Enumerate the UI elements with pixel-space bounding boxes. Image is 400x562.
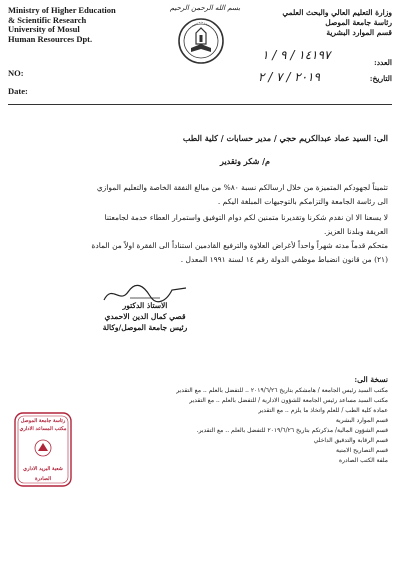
arabic-header: [272, 8, 392, 38]
cc-list: [68, 386, 388, 466]
stamp-line-2: مكتب المساعد الاداري: [19, 426, 67, 432]
university-logo-icon: [176, 16, 226, 66]
no-label: NO:: [8, 68, 24, 78]
list-item: عمادة كلية الطب / للعلم واتخاذ ما يلزم .. مع التقدير: [258, 407, 388, 414]
recipient-line: الى: السيد عماد عبدالكريم حجي / مدير حسابات / كلية الطب: [182, 133, 388, 143]
header-divider: [8, 104, 392, 105]
signature-block: [80, 300, 210, 333]
list-item: قسم الموارد البشرية: [335, 417, 388, 424]
paragraph-3: لا يسعنا الا ان نقدم شكرنا وتقديرنا متمنين لكم دوام التوفيق واستمرار العطاء خدمة لجامعتنا: [104, 213, 388, 222]
department-en: Human Resources Dpt.: [8, 33, 93, 44]
university-en: University of Mosul: [8, 24, 80, 34]
date-label-ar: التاريخ:: [369, 74, 392, 83]
signatory-title: الاستاذ الدكتور: [122, 301, 168, 310]
list-item: ملفة الكتب الصادرة: [338, 457, 388, 464]
paragraph-4: العريقة وبلدنا العزيز.: [323, 227, 388, 236]
basmala: بسم الله الرحمن الرحيم: [169, 4, 241, 12]
ministry-en: Ministry of Higher Education: [8, 5, 116, 15]
date-label-en: Date:: [8, 86, 28, 96]
list-item: مكتب السيد رئيس الجامعة / هامشكم بتاريخ ٢٠١٩/٦/٢٦ .. للتفضل بالعلم .. مع التقدير: [176, 387, 388, 394]
stamp-line-3: شعبة البريد الاداري: [23, 466, 63, 472]
research-en: & Scientific Research: [8, 14, 87, 25]
subject-line: م/ شكر وتقدير: [220, 156, 270, 166]
paragraph-1: تثميناً لجهودكم المتميزة من خلال ارسالكم نسبة ٨٠% من مبالغ النفقة الخاصة والتعليم الموازي: [96, 183, 388, 192]
handwritten-number: ١٤١٩٧ / ٩ / ١: [262, 48, 331, 62]
presidency-ar: رئاسة جامعة الموصل: [325, 18, 392, 27]
number-label-ar: العدد:: [373, 58, 392, 67]
list-item: قسم التصاريح الامنية: [336, 447, 388, 454]
cc-title: نسخة الى:: [354, 375, 388, 384]
stamp-line-1: رئاسة جامعة الموصل: [20, 418, 66, 424]
handwritten-date: ٢٠١٩ / ٧ / ٢: [258, 70, 321, 84]
paragraph-5: متحكم قدماً مدته شهراً واحداً لأغراض العلاوة والترفيع القادمين استناداً الى الفقرة اولاً من المادة: [91, 241, 388, 250]
stamp-line-4: الصادرة: [34, 476, 52, 482]
list-item: مكتب السيد مساعد رئيس الجامعة للشؤون الادارية / للتفضل بالعلم .. مع التقدير: [189, 397, 388, 404]
english-header: [8, 6, 138, 44]
paragraph-6: (٢١) من قانون انضباط موظفي الدولة رقم ١٤ لسنة ١٩٩١ المعدل .: [180, 255, 388, 264]
signatory-name: قصي كمال الدين الاحمدي: [104, 312, 186, 321]
ministry-ar: وزارة التعليم العالي والبحث العلمي: [282, 8, 392, 17]
list-item: قسم الشؤون المالية/ مذكرتكم بتاريخ ٢٠١٩/٦/٢٦ للتفضل بالعلم .. مع التقدير.: [196, 427, 388, 434]
signatory-position: رئيس جامعة الموصل/وكالة: [102, 323, 188, 332]
paragraph-2: الى رئاسة الجامعة والتزامكم بالتوجيهات المبلغة اليكم .: [217, 197, 388, 206]
department-ar: قسم الموارد البشرية: [326, 28, 392, 37]
list-item: قسم الرقابة والتدقيق الداخلي: [313, 437, 388, 444]
